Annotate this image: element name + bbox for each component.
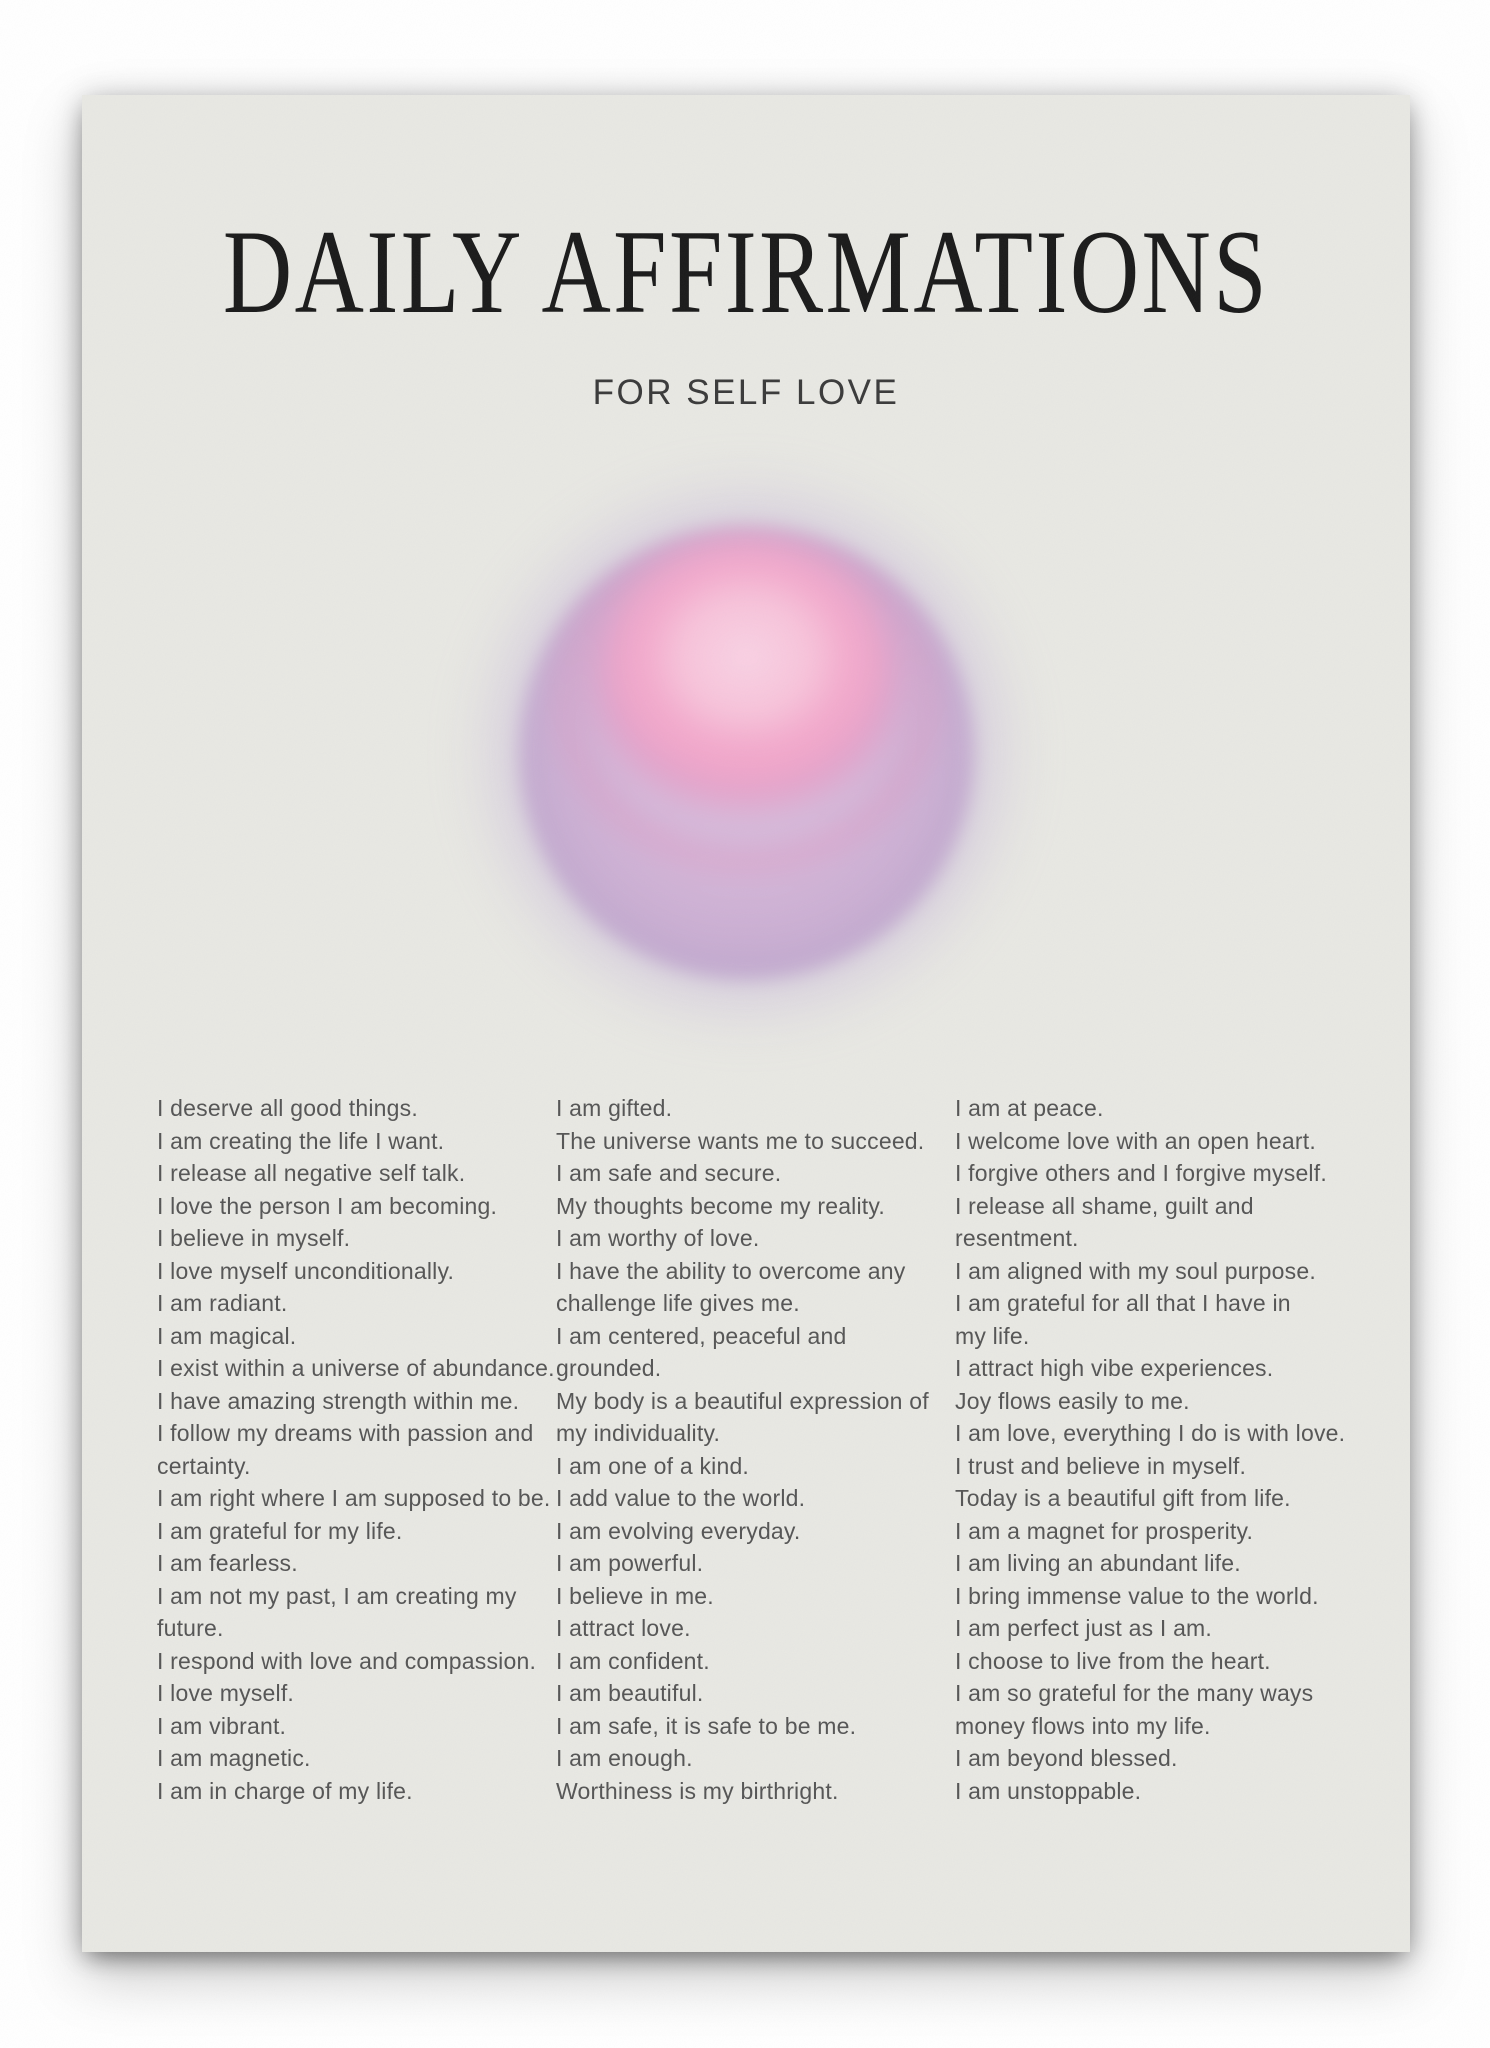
affirmation-line: I am not my past, I am creating my xyxy=(157,1582,517,1609)
affirmation-line: I am safe, it is safe to be me. xyxy=(556,1712,857,1739)
affirmation-line: I follow my dreams with passion and xyxy=(157,1420,534,1446)
poster-subtitle: FOR SELF LOVE xyxy=(592,373,900,412)
affirmation-line: I am one of a kind. xyxy=(556,1452,750,1479)
affirmation-line: my life. xyxy=(955,1322,1030,1349)
affirmation-line: Today is a beautiful gift from life. xyxy=(955,1485,1291,1511)
affirmation-line: I am magnetic. xyxy=(157,1745,311,1771)
affirmation-line: I am so grateful for the many ways xyxy=(955,1680,1314,1706)
affirmations-section xyxy=(157,1092,1346,1807)
affirmation-line: I believe in me. xyxy=(556,1582,714,1609)
affirmation-line: my individuality. xyxy=(556,1420,721,1446)
affirmation-line: I am radiant. xyxy=(157,1290,288,1316)
affirmation-line: I forgive others and I forgive myself. xyxy=(955,1160,1327,1186)
affirmations-column-middle xyxy=(556,1092,929,1807)
affirmation-line: challenge life gives me. xyxy=(556,1290,800,1316)
affirmation-line: I deserve all good things. xyxy=(157,1095,418,1121)
affirmation-line: I love the person I am becoming. xyxy=(157,1192,498,1219)
affirmation-line: money flows into my life. xyxy=(955,1712,1211,1739)
affirmation-line: I am magical. xyxy=(157,1322,297,1349)
aura-orb-icon xyxy=(519,525,974,980)
affirmation-line: The universe wants me to succeed. xyxy=(556,1127,925,1154)
affirmation-line: I am in charge of my life. xyxy=(157,1777,413,1804)
affirmation-line: I am at peace. xyxy=(955,1095,1104,1121)
affirmation-line: I am gifted. xyxy=(556,1095,673,1121)
affirmation-line: I choose to live from the heart. xyxy=(955,1647,1271,1674)
affirmation-line: certainty. xyxy=(157,1452,251,1479)
affirmation-line: I love myself. xyxy=(157,1680,295,1706)
affirmation-line: I am evolving everyday. xyxy=(556,1517,801,1544)
affirmation-line: Worthiness is my birthright. xyxy=(556,1777,839,1804)
affirmation-line: I am right where I am supposed to be. xyxy=(157,1485,551,1511)
affirmation-line: I am centered, peaceful and xyxy=(556,1322,847,1349)
affirmation-line: I am beyond blessed. xyxy=(955,1745,1178,1771)
affirmation-line: I am safe and secure. xyxy=(556,1160,782,1186)
affirmation-line: I release all shame, guilt and xyxy=(955,1192,1254,1219)
affirmation-line: I am grateful for my life. xyxy=(157,1517,403,1544)
affirmation-line: I exist within a universe of abundance. xyxy=(157,1355,555,1381)
affirmation-line: I am vibrant. xyxy=(157,1712,287,1739)
affirmation-line: I bring immense value to the world. xyxy=(955,1582,1319,1609)
affirmation-line: I am creating the life I want. xyxy=(157,1127,445,1154)
affirmation-line: My thoughts become my reality. xyxy=(556,1192,885,1219)
affirmation-line: I have the ability to overcome any xyxy=(556,1257,906,1284)
affirmation-line: I am love, everything I do is with love. xyxy=(955,1420,1346,1446)
affirmation-line: I love myself unconditionally. xyxy=(157,1257,455,1284)
poster-title: DAILY AFFIRMATIONS xyxy=(222,205,1270,338)
affirmation-line: I respond with love and compassion. xyxy=(157,1647,537,1674)
affirmation-line: Joy flows easily to me. xyxy=(955,1387,1190,1414)
affirmation-line: future. xyxy=(157,1615,224,1641)
affirmation-line: I release all negative self talk. xyxy=(157,1160,466,1186)
affirmation-line: I am perfect just as I am. xyxy=(955,1615,1213,1641)
affirmation-line: I welcome love with an open heart. xyxy=(955,1127,1316,1154)
affirmation-line: I am beautiful. xyxy=(556,1680,704,1706)
affirmation-line: I am grateful for all that I have in xyxy=(955,1290,1291,1316)
affirmation-line: grounded. xyxy=(556,1355,662,1381)
affirmation-line: resentment. xyxy=(955,1225,1079,1251)
affirmation-line: I am powerful. xyxy=(556,1550,704,1576)
affirmation-line: I attract high vibe experiences. xyxy=(955,1355,1274,1381)
affirmation-line: My body is a beautiful expression of xyxy=(556,1387,929,1414)
affirmations-column-left xyxy=(157,1092,555,1807)
affirmation-line: I am fearless. xyxy=(157,1550,298,1576)
affirmation-line: I add value to the world. xyxy=(556,1485,806,1511)
poster xyxy=(82,95,1410,1952)
affirmations-column-right xyxy=(955,1092,1346,1807)
affirmation-line: I am confident. xyxy=(556,1647,710,1674)
affirmation-line: I am living an abundant life. xyxy=(955,1550,1241,1576)
affirmation-line: I am unstoppable. xyxy=(955,1777,1142,1804)
affirmation-line: I trust and believe in myself. xyxy=(955,1452,1247,1479)
affirmation-line: I am worthy of love. xyxy=(556,1225,760,1251)
affirmation-line: I have amazing strength within me. xyxy=(157,1387,520,1414)
affirmation-line: I believe in myself. xyxy=(157,1225,351,1251)
affirmation-line: I am enough. xyxy=(556,1745,693,1771)
affirmation-line: I attract love. xyxy=(556,1615,691,1641)
affirmation-line: I am aligned with my soul purpose. xyxy=(955,1257,1316,1284)
affirmation-line: I am a magnet for prosperity. xyxy=(955,1517,1254,1544)
